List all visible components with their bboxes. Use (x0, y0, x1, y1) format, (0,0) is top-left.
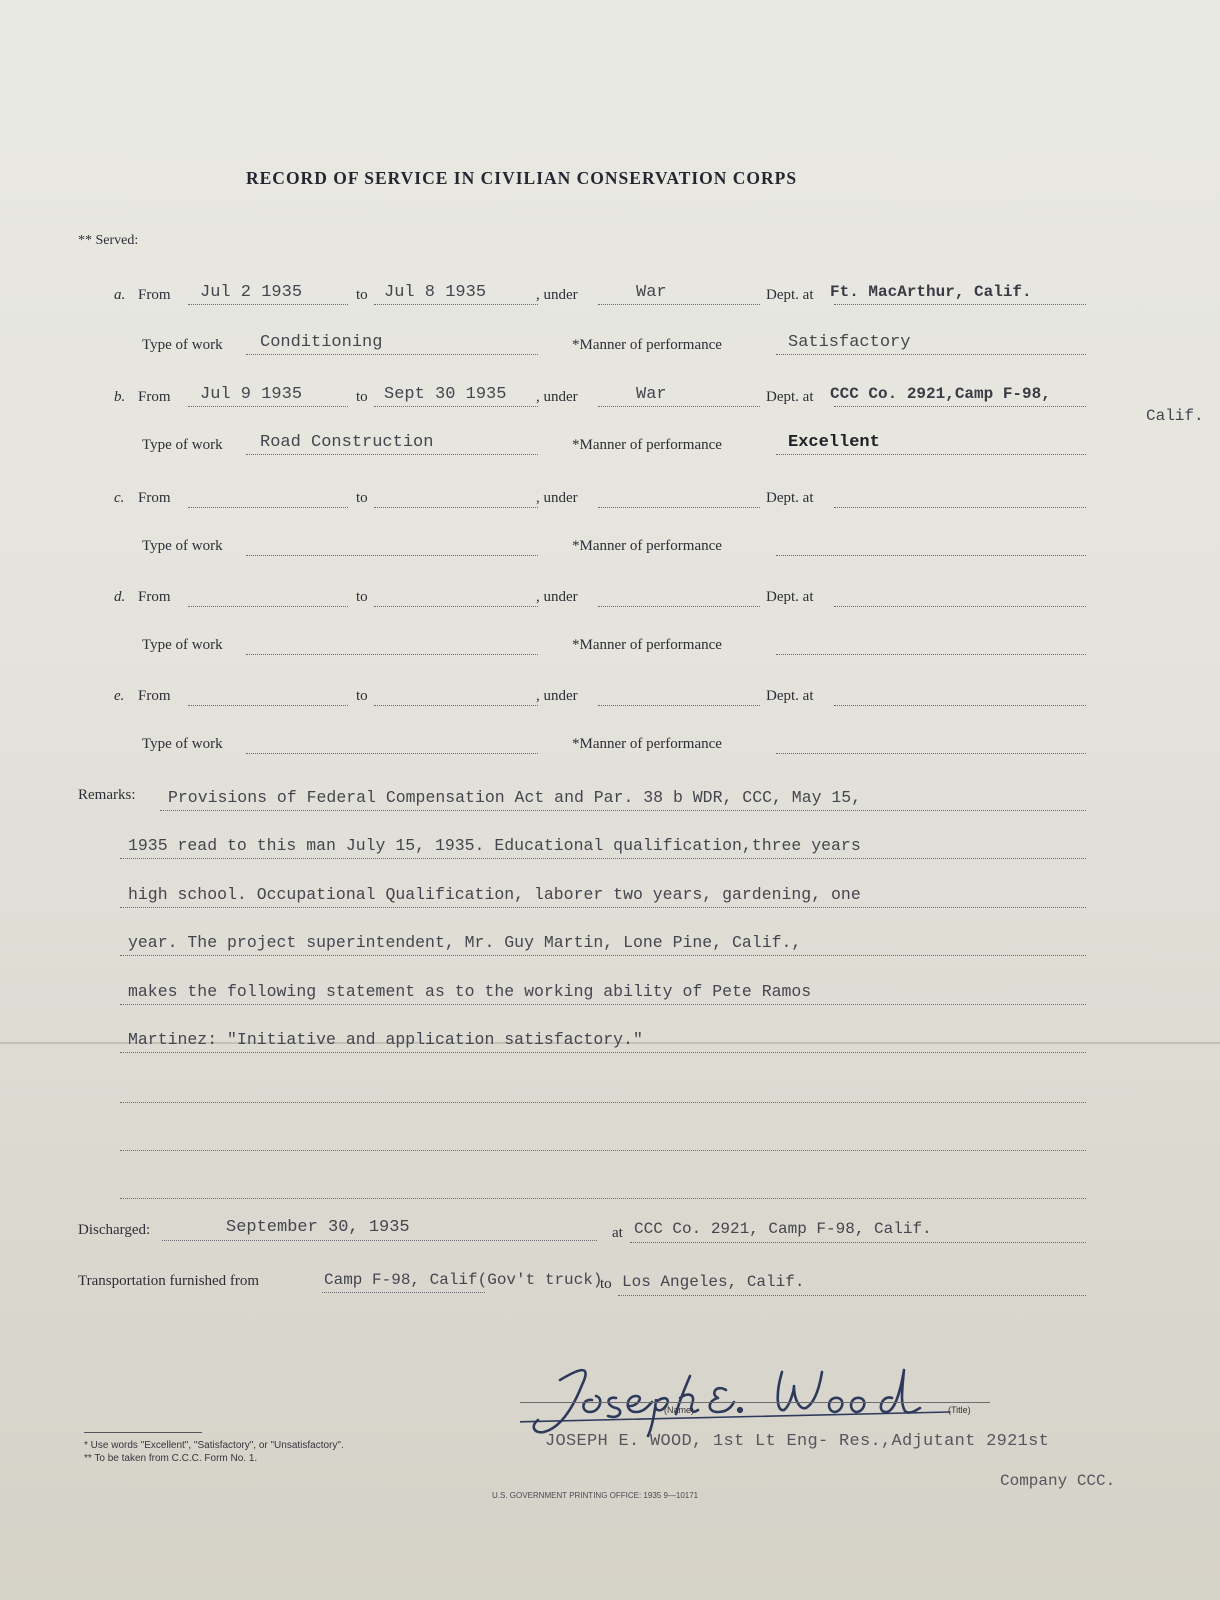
under-label: , under (536, 490, 578, 506)
under-value: War (636, 385, 667, 404)
manner-value: Satisfactory (788, 333, 911, 352)
transportation-to-label: to (600, 1276, 612, 1292)
to-line (374, 406, 538, 407)
remarks-rule (120, 858, 1086, 859)
type-of-work-label: Type of work (142, 538, 223, 554)
dept-line (834, 606, 1086, 607)
served-label: ** Served: (78, 233, 139, 248)
manner-label: *Manner of performance (572, 637, 722, 653)
entry-letter: c. (114, 490, 125, 506)
dept-label: Dept. at (766, 389, 814, 405)
typed-signature-line2: Company CCC. (1000, 1472, 1116, 1490)
from-line (188, 406, 348, 407)
type-of-work-label: Type of work (142, 736, 223, 752)
discharged-at: CCC Co. 2921, Camp F-98, Calif. (634, 1220, 932, 1238)
to-label: to (356, 389, 368, 405)
remarks-rule (120, 1102, 1086, 1103)
dept-label: Dept. at (766, 589, 814, 605)
dept-line (834, 406, 1086, 407)
entry-letter: b. (114, 389, 126, 405)
dept-value-cont: Calif. (1146, 407, 1204, 425)
to-line (374, 705, 538, 706)
under-label: , under (536, 589, 578, 605)
manner-label: *Manner of performance (572, 337, 722, 353)
transportation-label: Transportation furnished from (78, 1273, 260, 1289)
type-of-work-label: Type of work (142, 637, 223, 653)
manner-line (776, 354, 1086, 355)
dept-label: Dept. at (766, 688, 814, 704)
to-value: Sept 30 1935 (384, 385, 507, 404)
type-of-work-value: Conditioning (260, 333, 383, 352)
remarks-rule (120, 907, 1086, 908)
typed-signature-line1: JOSEPH E. WOOD, 1st Lt Eng- Res.,Adjutant 2921st (545, 1432, 1050, 1451)
dept-line (834, 304, 1086, 305)
type-of-work-line (246, 555, 538, 556)
remarks-rule (120, 1004, 1086, 1005)
from-label: From (138, 589, 171, 605)
from-value: Jul 2 1935 (200, 283, 303, 302)
to-label: to (356, 490, 368, 506)
from-label: From (138, 389, 171, 405)
under-label: , under (536, 688, 578, 704)
remarks-rule (120, 1150, 1086, 1151)
manner-line (776, 753, 1086, 754)
manner-line (776, 654, 1086, 655)
to-label: to (356, 688, 368, 704)
manner-label: *Manner of performance (572, 736, 722, 752)
remarks-line: Provisions of Federal Compensation Act and Par. 38 b WDR, CCC, May 15, (168, 788, 862, 807)
from-line (188, 507, 348, 508)
manner-value: Excellent (788, 433, 880, 452)
transportation-from-line (322, 1292, 485, 1293)
under-line (598, 705, 760, 706)
type-of-work-line (246, 753, 538, 754)
type-of-work-line (246, 354, 538, 355)
discharged-date: September 30, 1935 (226, 1218, 410, 1237)
transportation-from: Camp F-98, Calif(Gov't truck) (324, 1271, 603, 1289)
form-title: RECORD OF SERVICE IN CIVILIAN CONSERVATION CORPS (246, 168, 798, 188)
remarks-rule (120, 955, 1086, 956)
under-label: , under (536, 389, 578, 405)
discharged-at-line (630, 1242, 1086, 1243)
entry-letter: a. (114, 287, 126, 303)
manner-line (776, 454, 1086, 455)
dept-line (834, 705, 1086, 706)
manner-line (776, 555, 1086, 556)
to-line (374, 507, 538, 508)
footnote-1: * Use words "Excellent", "Satisfactory", or "Unsatisfactory". (84, 1440, 344, 1451)
entry-letter: e. (114, 688, 125, 704)
to-line (374, 304, 538, 305)
type-of-work-value: Road Construction (260, 433, 434, 452)
type-of-work-line (246, 654, 538, 655)
remarks-label: Remarks: (78, 787, 136, 803)
remarks-rule (160, 810, 1086, 811)
footnote-2: ** To be taken from C.C.C. Form No. 1. (84, 1453, 258, 1464)
to-value: Jul 8 1935 (384, 283, 487, 302)
entry-letter: d. (114, 589, 126, 605)
remarks-line: 1935 read to this man July 15, 1935. Educational qualification,three years (128, 836, 861, 855)
remarks-line: year. The project superintendent, Mr. Guy Martin, Lone Pine, Calif., (128, 933, 802, 952)
under-line (598, 406, 760, 407)
under-label: , under (536, 287, 578, 303)
from-value: Jul 9 1935 (200, 385, 303, 404)
to-label: to (356, 287, 368, 303)
dept-line (834, 507, 1086, 508)
to-label: to (356, 589, 368, 605)
from-line (188, 705, 348, 706)
under-line (598, 507, 760, 508)
discharged-date-line (162, 1240, 597, 1241)
type-of-work-line (246, 454, 538, 455)
signature-line (520, 1402, 990, 1403)
remarks-line: Martinez: "Initiative and application satisfactory." (128, 1030, 643, 1049)
dept-value: Ft. MacArthur, Calif. (830, 283, 1032, 301)
from-line (188, 606, 348, 607)
manner-label: *Manner of performance (572, 538, 722, 554)
under-line (598, 606, 760, 607)
from-label: From (138, 287, 171, 303)
remarks-rule (120, 1198, 1086, 1199)
from-label: From (138, 688, 171, 704)
remarks-rule (120, 1052, 1086, 1053)
manner-label: *Manner of performance (572, 437, 722, 453)
title-caption: (Title) (948, 1405, 971, 1415)
dept-label: Dept. at (766, 287, 814, 303)
type-of-work-label: Type of work (142, 437, 223, 453)
dept-value: CCC Co. 2921,Camp F-98, (830, 385, 1051, 403)
printer-line: U.S. GOVERNMENT PRINTING OFFICE: 1935 9—10171 (492, 1491, 699, 1500)
footnote-rule (84, 1432, 202, 1433)
to-line (374, 606, 538, 607)
dept-label: Dept. at (766, 490, 814, 506)
remarks-line: high school. Occupational Qualification, laborer two years, gardening, one (128, 885, 861, 904)
from-label: From (138, 490, 171, 506)
remarks-line: makes the following statement as to the working ability of Pete Ramos (128, 982, 812, 1001)
type-of-work-label: Type of work (142, 337, 223, 353)
name-caption: (Name) (664, 1405, 695, 1415)
transportation-to-line (618, 1295, 1086, 1296)
from-line (188, 304, 348, 305)
discharged-label: Discharged: (78, 1222, 151, 1238)
transportation-to: Los Angeles, Calif. (622, 1273, 805, 1291)
under-value: War (636, 283, 667, 302)
under-line (598, 304, 760, 305)
handwritten-signature (520, 1350, 970, 1440)
discharged-at-label: at (612, 1225, 623, 1241)
